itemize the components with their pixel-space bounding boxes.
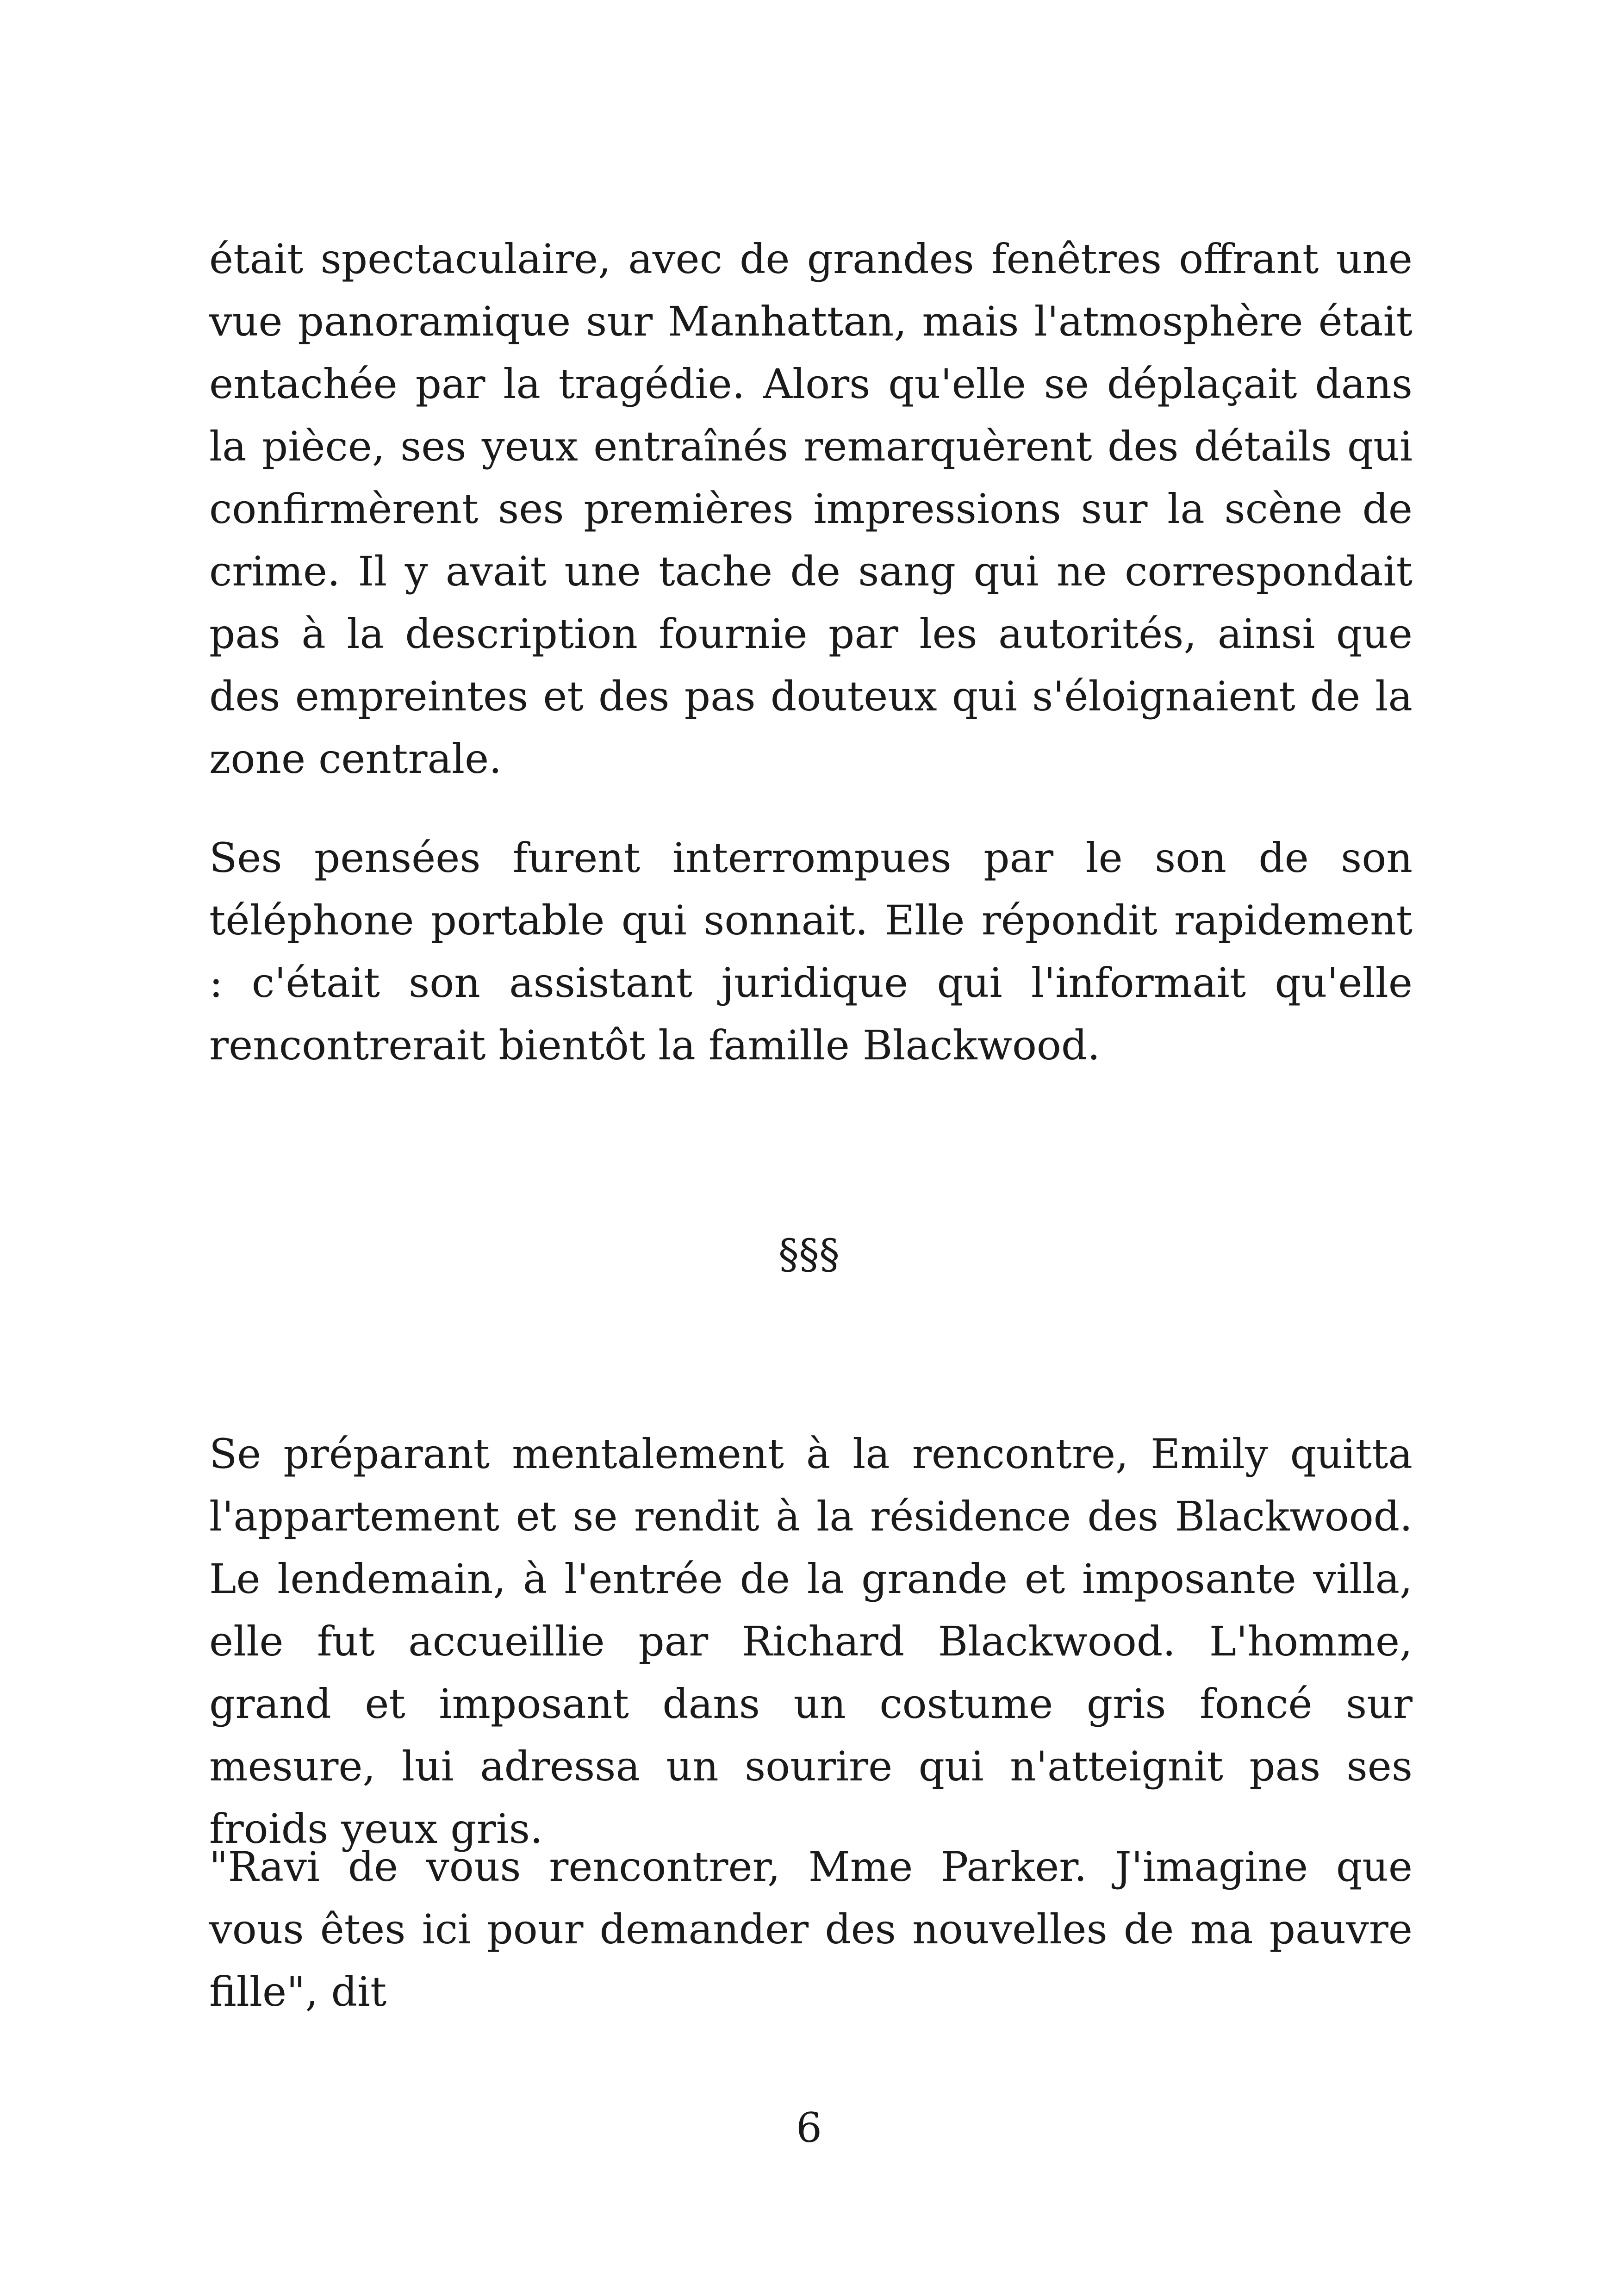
paragraph-3-text: Se préparant mentalement à la rencontre, Emily quitta l'appartement et se rendit à la résidence des Blackwood. Le lendemain, à l'entrée de la grande et imposante villa, elle fut accueillie par Richard Blackwood. L'homme, grand et imposant dans un costume gris foncé sur mesure, lui adressa un sourire qui n'atteignit pas ses froids yeux gris. — [209, 1430, 1413, 1853]
paragraph-1 — [209, 228, 1413, 790]
paragraph-4 — [209, 1836, 1413, 2023]
paragraph-4-text: "Ravi de vous rencontrer, Mme Parker. J'imagine que vous êtes ici pour demander des nouvelles de ma pauvre fille", dit — [209, 1843, 1413, 2016]
paragraph-2 — [209, 827, 1413, 1076]
page-number: 6 — [796, 2104, 822, 2152]
paragraph-1-text: était spectaculaire, avec de grandes fenêtres offrant une vue panoramique sur Manhattan, mais l'atmosphère était entachée par la tragédie. Alors qu'elle se déplaçait dans la pièce, ses yeux entraînés remarquèrent des détails qui confirmèrent ses premières impressions sur la scène de crime. Il y avait une tache de sang qui ne correspondait pas à la description fournie par les autorités, ainsi que des empreintes et des pas douteux qui s'éloignaient de la zone centrale. — [209, 235, 1413, 783]
section-break: §§§ — [778, 1230, 840, 1278]
paragraph-2-text: Ses pensées furent interrompues par le son de son téléphone portable qui sonnait. Elle répondit rapidement : c'était son assistant juridique qui l'informait qu'elle rencontrerait bientôt la famille Blackwood. — [209, 834, 1413, 1069]
paragraph-3 — [209, 1423, 1413, 1860]
